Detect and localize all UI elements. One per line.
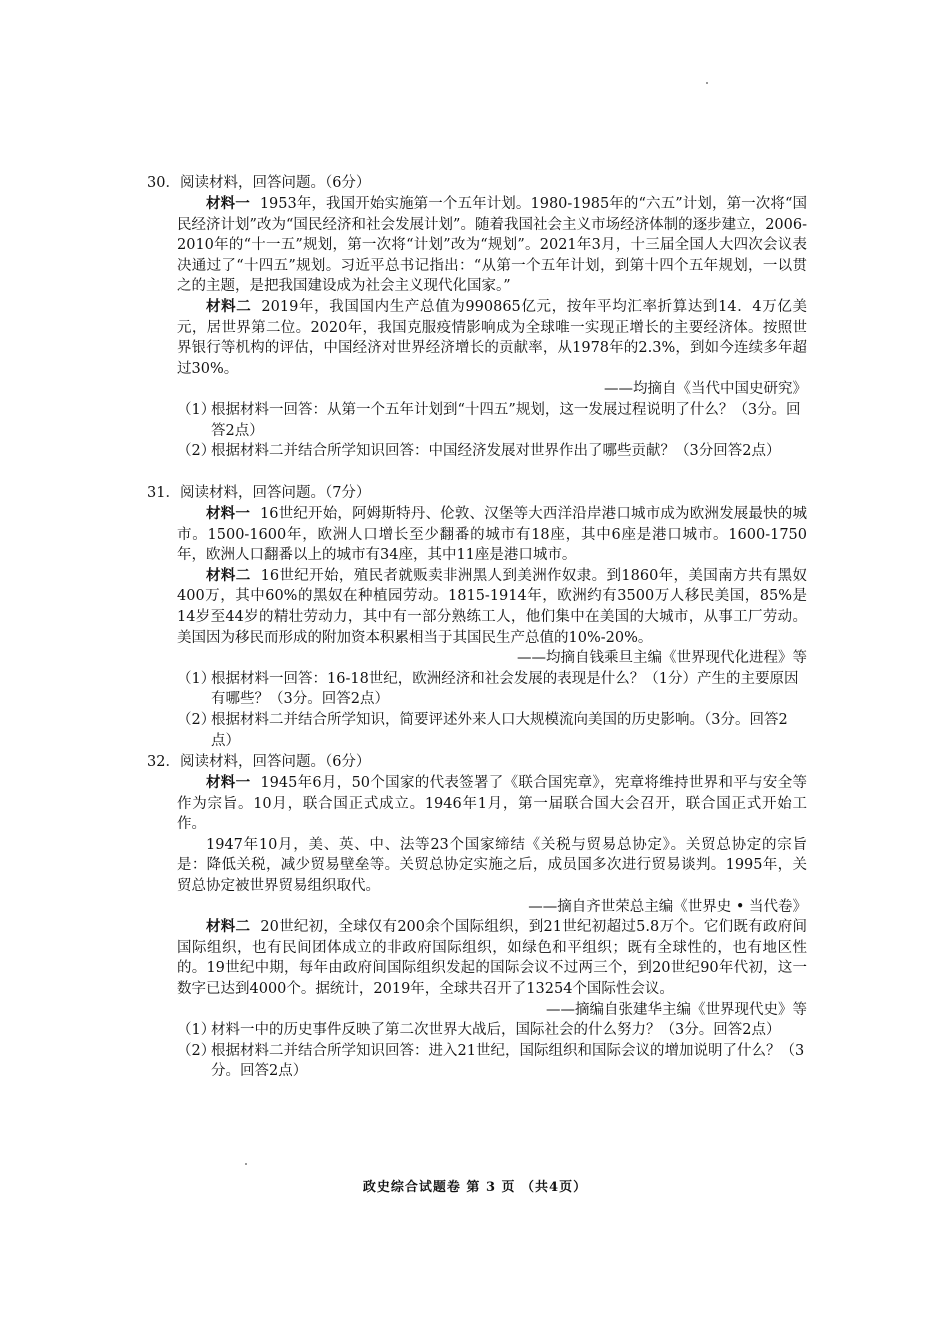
material-label: 材料一 bbox=[206, 774, 251, 791]
sub-question-text: 根据材料一回答：从第一个五年计划到“十四五”规划，这一发展过程说明了什么？（3分。回答2点） bbox=[211, 401, 801, 439]
q31-material-2 bbox=[177, 566, 807, 648]
material-text: 1945年6月，50个国家的代表签署了《联合国宪章》，宪章将维持世界和平与安全等作为宗旨。10月，联合国正式成立。1946年1月，第一届联合国大会召开，联合国正式开始工作。 bbox=[177, 775, 807, 833]
q31-source: ——均摘自钱乘旦主编《世界现代化进程》等 bbox=[517, 650, 807, 667]
material-text: 16世纪开始，阿姆斯特丹、伦敦、汉堡等大西洋沿岸港口城市成为欧洲发展最快的城市。1500-1600年，欧洲人口增长至少翻番的城市有18座，其中6座是港口城市。1600-1750年，欧洲人口翻番以上的城市有34座，其中11座是港口城市。 bbox=[177, 506, 807, 564]
sub-question-text: 根据材料二并结合所学知识回答：中国经济发展对世界作出了哪些贡献？（3分回答2点） bbox=[211, 443, 781, 460]
material-label: 材料一 bbox=[206, 195, 250, 212]
sub-question-number: （1） bbox=[177, 401, 216, 418]
q30-sub-question-1 bbox=[177, 400, 807, 441]
question-31-title: 31．阅读材料，回答问题。（7分） bbox=[147, 485, 371, 501]
q32-sub-question-2 bbox=[177, 1041, 807, 1082]
q31-material-1 bbox=[177, 504, 807, 566]
material-label: 材料一 bbox=[206, 505, 251, 522]
q32-source-1: ——摘自齐世荣总主编《世界史 • 当代卷》 bbox=[528, 898, 807, 915]
sub-question-text: 根据材料二并结合所学知识，简要评述外来人口大规模流向美国的历史影响。（3分。回答2点） bbox=[211, 711, 788, 749]
scan-dot bbox=[706, 82, 708, 84]
q30-source: ——均摘自《当代中国史研究》 bbox=[604, 381, 807, 398]
material-text: 1953年，我国开始实施第一个五年计划。1980-1985年的“六五”计划，第一次将“国民经济计划”改为“国民经济和社会发展计划”。随着我国社会主义市场经济体制的逐步建立，2006-2010年的“十一五”规划，第一次将“计划”改为“规划”。2021年3月，十三届全国人大四次会议表决通过了“十四五”规划。习近平总书记指出：“从第一个五年计划，到第十四个五年规划，一以贯之的主题，是把我国建设成为社会主义现代化国家。” bbox=[177, 196, 808, 295]
q32-material-2 bbox=[177, 917, 807, 999]
q30-material-1 bbox=[177, 194, 807, 297]
q32-material-1 bbox=[177, 773, 807, 835]
sub-question-number: （2） bbox=[177, 1042, 216, 1059]
sub-question-number: （1） bbox=[177, 670, 216, 687]
scan-dot bbox=[245, 1163, 247, 1165]
question-32-title: 32．阅读材料，回答问题。（6分） bbox=[147, 754, 371, 770]
question-30-title: 30．阅读材料，回答问题。（6分） bbox=[147, 175, 371, 191]
sub-question-text: 根据材料二并结合所学知识回答：进入21世纪，国际组织和国际会议的增加说明了什么？（3分。回答2点） bbox=[211, 1042, 805, 1080]
q31-sub-question-2 bbox=[177, 710, 807, 751]
question-30-body bbox=[177, 194, 807, 462]
material-text: 16世纪开始，殖民者就贩卖非洲黑人到美洲作奴隶。到1860年，美国南方共有黑奴400万，其中60%的黑奴在种植园劳动。1815-1914年，欧洲约有3500万人移民美国，85%是14岁至44岁的精壮劳动力，其中有一部分熟练工人，他们集中在美国的大城市，从事工厂劳动。美国因为移民而形成的附加资本积累相当于其国民生产总值的10%-20%。 bbox=[177, 567, 807, 646]
material-text: 2019年，我国国内生产总值为990865亿元，按年平均汇率折算达到14．4万亿美元，居世界第二位。2020年，我国克服疫情影响成为全球唯一实现正增长的主要经济体。按照世界银行等机构的评估，中国经济对世界经济增长的贡献率，从1978年的2.3%，到如今连续多年超过30%。 bbox=[177, 298, 807, 377]
q32-source-2: ——摘编自张建华主编《世界现代史》等 bbox=[546, 1001, 807, 1018]
q31-sub-question-1 bbox=[177, 669, 807, 710]
question-31-body bbox=[177, 504, 807, 751]
sub-question-number: （1） bbox=[177, 1022, 216, 1039]
q30-material-2 bbox=[177, 297, 807, 379]
q32-sub-question-1 bbox=[177, 1020, 807, 1041]
sub-question-number: （2） bbox=[177, 711, 216, 728]
sub-question-text: 材料一中的历史事件反映了第二次世界大战后，国际社会的什么努力？（3分。回答2点） bbox=[211, 1022, 781, 1039]
sub-question-number: （2） bbox=[177, 443, 216, 460]
material-label: 材料二 bbox=[206, 918, 251, 936]
q30-sub-question-2 bbox=[177, 441, 807, 462]
question-32-body bbox=[177, 773, 807, 1082]
q32-material-1-continued: 1947年10月，美、英、中、法等23个国家缔结《关税与贸易总协定》。关贸总协定的宗旨是：降低关税，减少贸易壁垒等。关贸总协定实施之后，成员国多次进行贸易谈判。1995年，关贸总协定被世界贸易组织取代。 bbox=[177, 836, 807, 894]
sub-question-text: 根据材料一回答：16-18世纪，欧洲经济和社会发展的表现是什么？（1分）产生的主要原因有哪些？（3分。回答2点） bbox=[211, 670, 799, 708]
material-text: 20世纪初，全球仅有200余个国际组织，到21世纪初超过5.8万个。它们既有政府间国际组织，也有民间团体成立的非政府国际组织，如绿色和平组织；既有全球性的，也有地区性的。19世纪中期，每年由政府间国际组织发起的国际会议不过两三个，到20世纪90年代初，这一数字已达到4000个。据统计，2019年，全球共召开了13254个国际性会议。 bbox=[177, 919, 807, 997]
page-footer: 政史综合试题卷 第 3 页 （共4页） bbox=[362, 1180, 588, 1195]
material-label: 材料二 bbox=[206, 566, 251, 584]
material-label: 材料二 bbox=[206, 297, 252, 315]
